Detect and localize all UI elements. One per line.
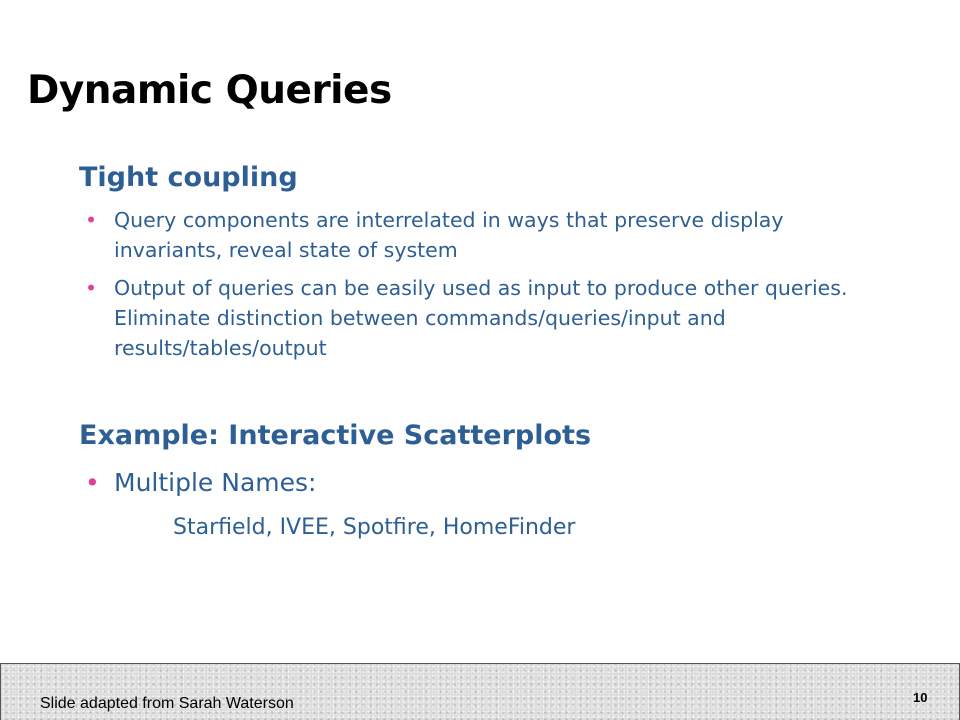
bullet-item	[79, 273, 879, 363]
example-names-line: Starfield, IVEE, Spotfire, HomeFinder	[173, 515, 576, 540]
bullet-icon: •	[85, 276, 98, 300]
bullet-text: Output of queries can be easily used as input to produce other queries. Eliminate distinction between commands/queries/input and results/tables/output	[114, 276, 848, 360]
bullet-text: Query components are interrelated in ways that preserve display invariants, reveal state of system	[114, 208, 784, 262]
page-number: 10	[913, 690, 928, 705]
bullet-item	[79, 466, 879, 500]
section-heading-example: Example: Interactive Scatterplots	[79, 420, 592, 451]
bullet-item	[79, 205, 879, 265]
example-bullet-list	[79, 466, 879, 500]
bullet-icon: •	[85, 468, 100, 497]
slide-title: Dynamic Queries	[27, 68, 392, 113]
footer-credit: Slide adapted from Sarah Waterson	[40, 695, 294, 712]
bullet-icon: •	[85, 208, 98, 232]
bullet-text: Multiple Names:	[114, 468, 317, 497]
section-heading-tight-coupling: Tight coupling	[79, 162, 298, 193]
tight-coupling-bullet-list	[79, 205, 879, 371]
